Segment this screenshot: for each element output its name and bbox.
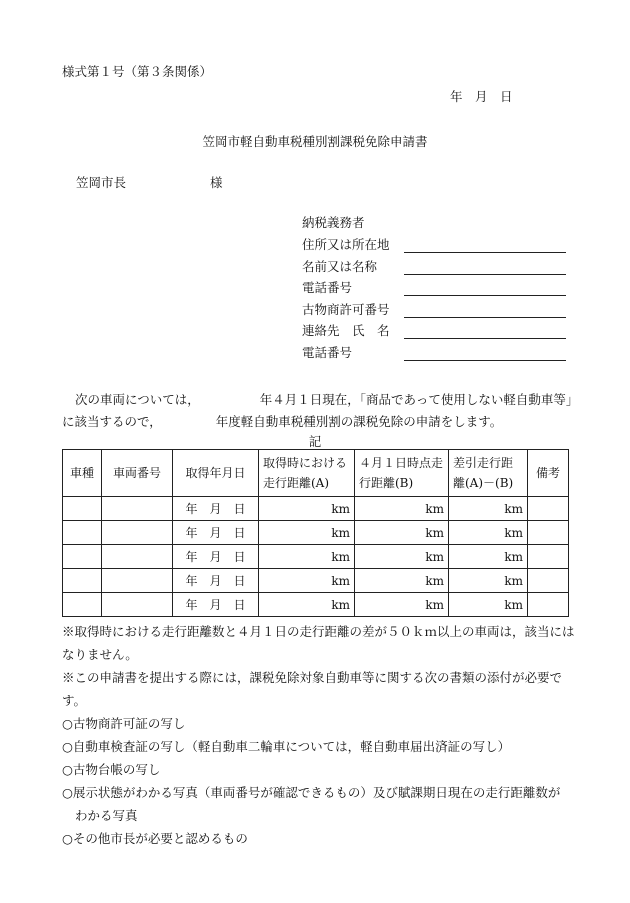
applicant-heading: 納税義務者 — [302, 215, 365, 230]
license-field — [302, 304, 390, 317]
distance-b-cell[interactable]: km — [355, 545, 449, 569]
table-row — [63, 521, 569, 545]
vehicle-table — [62, 449, 569, 617]
addressee — [76, 177, 223, 190]
distance-a-cell[interactable]: km — [259, 569, 355, 593]
phone-label: 電話番号 — [302, 280, 353, 295]
attachment-item: ○展示状態がわかる写真（車両番号が確認できるもの）及び賦課期日現在の走行距離数が — [62, 785, 561, 800]
note-attachments: ※この申請書を提出する際には，課税免除対象自動車等に関する次の書類の添付が必要です。 — [62, 670, 563, 708]
distance-b-cell[interactable]: km — [355, 521, 449, 545]
contact-phone-label: 電話番号 — [302, 345, 353, 360]
table-row — [63, 569, 569, 593]
header-type: 車種 — [63, 450, 102, 497]
table-row — [63, 545, 569, 569]
remarks-cell[interactable] — [528, 593, 569, 617]
header-distance-b: ４月１日時点走行距離(B) — [355, 450, 449, 497]
date-cell[interactable]: 年 月 日 — [173, 497, 259, 521]
name-field — [302, 261, 377, 274]
distance-diff-cell[interactable]: km — [449, 569, 528, 593]
addressee-honorific: 様 — [210, 175, 223, 190]
contact-name-field — [302, 325, 390, 338]
distance-a-cell[interactable]: km — [259, 545, 355, 569]
distance-a-cell[interactable]: km — [259, 593, 355, 617]
distance-a-cell[interactable]: km — [259, 497, 355, 521]
contact-name-input[interactable] — [404, 338, 566, 339]
distance-diff-cell[interactable]: km — [449, 545, 528, 569]
type-cell[interactable] — [63, 593, 102, 617]
distance-diff-cell[interactable]: km — [449, 497, 528, 521]
statement-part1: 次の車両については， — [75, 392, 200, 407]
number-cell[interactable] — [102, 545, 173, 569]
type-cell[interactable] — [63, 521, 102, 545]
address-label: 住所又は所在地 — [302, 237, 390, 252]
contact-phone-input[interactable] — [404, 360, 566, 361]
application-statement — [62, 389, 582, 433]
date-cell[interactable]: 年 月 日 — [173, 569, 259, 593]
header-distance-diff: 差引走行距離(A)－(B) — [449, 450, 528, 497]
distance-diff-cell[interactable]: km — [449, 521, 528, 545]
remarks-cell[interactable] — [528, 497, 569, 521]
notes-section — [62, 620, 582, 850]
attachment-item: ○その他市長が必要と認めるもの — [62, 831, 248, 846]
note-distance: ※取得時における走行距離数と４月１日の走行距離の差が５０ｋｍ以上の車両は，該当にはなりません。 — [62, 624, 575, 662]
name-label: 名前又は名称 — [302, 259, 378, 274]
number-cell[interactable] — [102, 569, 173, 593]
type-cell[interactable] — [63, 497, 102, 521]
address-field — [302, 239, 390, 252]
attachment-item: ○古物商許可証の写し — [62, 716, 186, 731]
phone-field — [302, 282, 352, 295]
attachment-item: ○自動車検査証の写し（軽自動車二輪車については，軽自動車届出済証の写し） — [62, 739, 511, 754]
date-cell[interactable]: 年 月 日 — [173, 545, 259, 569]
distance-b-cell[interactable]: km — [355, 569, 449, 593]
number-cell[interactable] — [102, 593, 173, 617]
contact-name-label: 連絡先 氏 名 — [302, 323, 390, 338]
date-line: 年 月 日 — [450, 89, 513, 104]
ki-mark: 記 — [308, 434, 322, 449]
distance-a-cell[interactable]: km — [259, 521, 355, 545]
header-remarks: 備考 — [528, 450, 569, 497]
contact-phone-field — [302, 347, 352, 360]
number-cell[interactable] — [102, 497, 173, 521]
number-cell[interactable] — [102, 521, 173, 545]
header-distance-a: 取得時における走行距離(A) — [259, 450, 355, 497]
table-row — [63, 593, 569, 617]
addressee-name: 笠岡市長 — [76, 175, 127, 190]
header-number: 車両番号 — [102, 450, 173, 497]
license-label: 古物商許可番号 — [302, 302, 390, 317]
table-header-row — [63, 450, 569, 497]
statement-part2: 年４月１日現在，「商品であって使用しない軽自動車等」に該当するので， — [62, 392, 579, 429]
type-cell[interactable] — [63, 545, 102, 569]
remarks-cell[interactable] — [528, 521, 569, 545]
address-input[interactable] — [404, 252, 566, 253]
remarks-cell[interactable] — [528, 569, 569, 593]
attachment-item: ○古物台帳の写し — [62, 762, 161, 777]
name-input[interactable] — [404, 274, 566, 275]
document-title: 笠岡市軽自動車税種別割課税免除申請書 — [202, 134, 428, 149]
statement-part3: 年度軽自動車税種別割の課税免除の申請をします。 — [215, 414, 503, 429]
distance-b-cell[interactable]: km — [355, 497, 449, 521]
distance-diff-cell[interactable]: km — [449, 593, 528, 617]
remarks-cell[interactable] — [528, 545, 569, 569]
type-cell[interactable] — [63, 569, 102, 593]
distance-b-cell[interactable]: km — [355, 593, 449, 617]
form-number: 様式第１号（第３条関係） — [62, 64, 213, 79]
license-input[interactable] — [404, 317, 566, 318]
header-date: 取得年月日 — [173, 450, 259, 497]
table-row — [63, 497, 569, 521]
attachment-item-continued: わかる写真 — [75, 808, 138, 823]
phone-input[interactable] — [404, 295, 566, 296]
date-cell[interactable]: 年 月 日 — [173, 521, 259, 545]
date-cell[interactable]: 年 月 日 — [173, 593, 259, 617]
